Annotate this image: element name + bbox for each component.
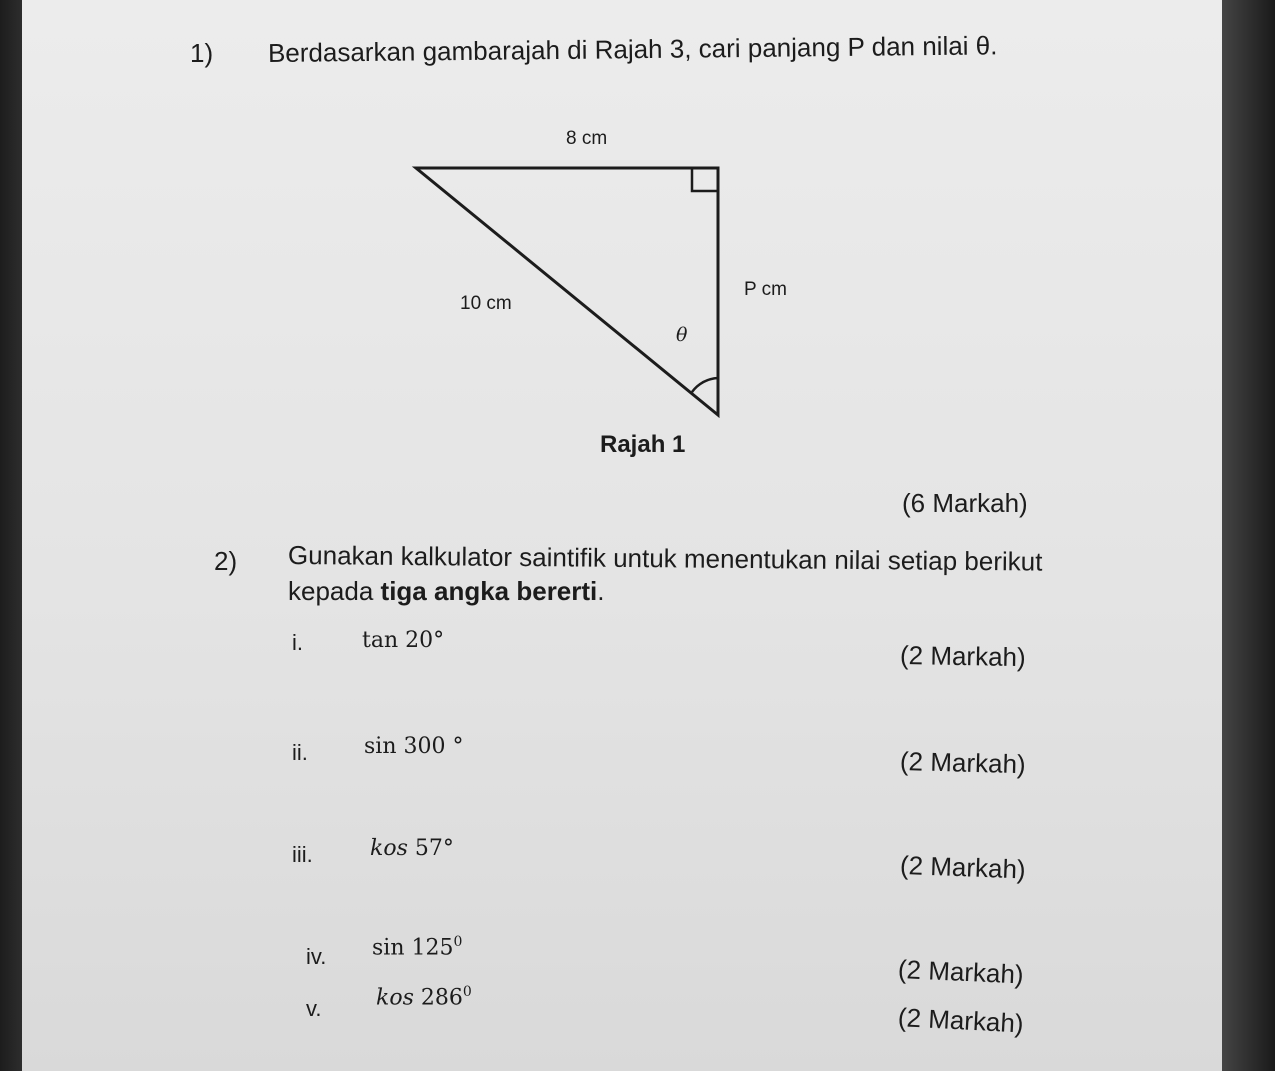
theta-label: θ [676, 324, 688, 346]
diagram-caption: Rajah 1 [600, 431, 686, 458]
item-iv-number: iv. [306, 944, 327, 969]
q1-number: 1) [190, 38, 214, 68]
q2-number: 2) [214, 546, 238, 576]
item-iv-expression: $\sin 125^0$ [372, 934, 463, 961]
q1-text: Berdasarkan gambarajah di Rajah 3, cari panjang P dan nilai θ. [267, 30, 998, 68]
q1-marks: (6 Markah) [902, 488, 1028, 518]
vertical-side-label: P cm [744, 279, 787, 300]
item-iv-marks: (2 Markah) [897, 954, 1025, 990]
item-i-expression: tan 20° [362, 628, 445, 653]
q2-text-line2: kepada tiga angka bererti. [288, 576, 605, 606]
item-v-marks: (2 Markah) [897, 1002, 1025, 1039]
item-ii-number: ii. [292, 740, 308, 765]
triangle-shape [416, 168, 718, 415]
hypotenuse-label: 10 cm [460, 293, 512, 314]
item-iii-marks: (2 Markah) [899, 850, 1027, 885]
right-angle-marker [692, 168, 718, 191]
top-side-label: 8 cm [566, 128, 608, 149]
q2-text-line1: Gunakan kalkulator saintifik untuk menentukan nilai setiap berikut [287, 540, 1043, 577]
item-ii-expression: sin 300 ° [364, 734, 464, 759]
item-iii-expression: kos 57° [370, 836, 454, 861]
angle-arc [692, 378, 718, 392]
item-i-marks: (2 Markah) [899, 640, 1026, 673]
item-v-number: v. [306, 996, 322, 1021]
item-ii-marks: (2 Markah) [899, 746, 1027, 780]
item-iii-number: iii. [292, 842, 313, 867]
item-i-number: i. [292, 630, 303, 655]
item-v-expression: kos $286^0$ [376, 984, 472, 1011]
